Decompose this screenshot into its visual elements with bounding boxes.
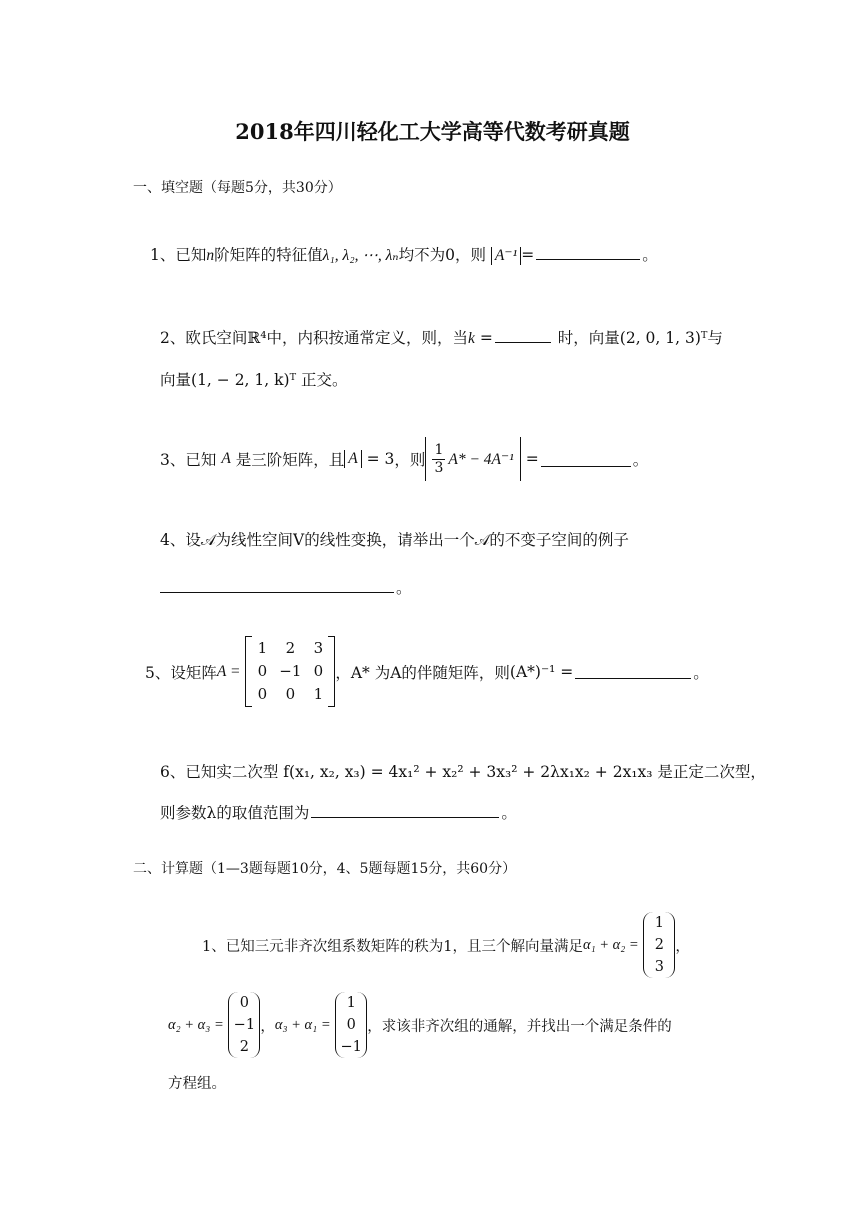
q1-eq: =: [521, 246, 535, 264]
q5-matrix-cell: 1: [313, 685, 324, 703]
q5-mid: ，A* 为A的伴随矩阵，则: [335, 663, 510, 682]
q3-mid1: 是三阶矩阵，且: [235, 451, 345, 469]
computation-1-line-2: [168, 992, 672, 1058]
q3-mid2: ，则: [394, 451, 426, 469]
q4-end: 。: [396, 579, 412, 597]
c1-line2-end: ，求该非齐次组的通解，并找出一个满足条件的: [367, 1018, 672, 1035]
q2-line1-end: 与: [707, 329, 723, 347]
q5-matrix-cell: −1: [279, 662, 302, 680]
q1-answer-blank[interactable]: [536, 245, 640, 260]
c1-line1: 1、已知三元非齐次组系数矩阵的秩为1，且三个解向量满足: [202, 938, 583, 955]
section-heading-fill-blank: 一、填空题（每题5分，共30分）: [133, 180, 342, 196]
q2-mid2: 时，向量: [557, 329, 620, 347]
q5-matrix-cell: 3: [313, 639, 324, 657]
computation-1-line-3: 方程组。: [168, 1076, 226, 1092]
vector-entry: −1: [340, 1039, 362, 1055]
question-1: [150, 243, 658, 265]
q6-answer-blank[interactable]: [311, 803, 499, 818]
q2-answer-blank[interactable]: [495, 328, 551, 343]
question-6-line-1: 6、已知实二次型 f(x₁, x₂, x₃) = 4x₁² + x₂² + 3x₃² + 2λx₁x₂ + 2x₁x₃ 是正定二次型，: [160, 763, 766, 781]
q3-frac-num: 1: [434, 441, 444, 458]
section-heading-computation: 二、计算题（1—3题每题10分，4、5题每题15分，共60分）: [133, 861, 517, 877]
q5-answer-blank[interactable]: [575, 664, 691, 679]
computation-1-line-1: [202, 912, 690, 978]
q2-k: k: [468, 330, 475, 347]
question-4-line-2: [158, 576, 412, 598]
question-5: [145, 636, 709, 707]
vector-entry: 1: [654, 915, 664, 931]
q3-answer-blank[interactable]: [541, 452, 631, 467]
q2-space: ℝ⁴: [247, 329, 267, 347]
q3-eq3: = 3: [366, 450, 395, 468]
q3-prefix: 3、已知: [160, 451, 217, 469]
q2-line2-prefix: 向量: [160, 371, 192, 389]
c1-lhs3: α₃ + α₁ =: [274, 1016, 331, 1033]
q3-det-A: A: [344, 450, 361, 468]
q5-matrix-cell: 2: [285, 639, 296, 657]
question-4-line-1: 4、设𝒜为线性空间V的线性变换，请举出一个𝒜的不变子空间的例子: [160, 531, 629, 549]
c1-comma1: ，: [675, 938, 690, 955]
q1-prefix: 1、已知: [150, 246, 207, 264]
vector-entry: 0: [239, 995, 249, 1011]
q1-end: 。: [642, 246, 658, 264]
q1-determinant: A⁻¹: [491, 247, 521, 265]
page-title: 2018年四川轻化工大学高等代数考研真题: [235, 119, 630, 144]
vector-entry: 3: [654, 959, 664, 975]
c1-vector-2: [228, 992, 260, 1058]
question-3: [160, 437, 648, 481]
q5-matrix-cell: 1: [257, 639, 268, 657]
c1-vector-3: [335, 992, 367, 1058]
q1-mid1: 阶矩阵的特征值: [214, 246, 323, 264]
q6-end: 。: [501, 804, 517, 822]
q3-A: A: [221, 450, 231, 467]
q5-end: 。: [693, 663, 709, 682]
vector-entry: 2: [239, 1039, 249, 1055]
q3-frac-den: 3: [434, 459, 444, 476]
q1-eigenvalues: λ₁, λ₂, ⋯, λₙ: [322, 247, 399, 264]
q5-matrix-cell: 0: [257, 685, 268, 703]
q1-mid2: 均不为0，则: [398, 246, 486, 264]
question-6-line-2: [160, 801, 517, 823]
vector-entry: 1: [346, 995, 356, 1011]
question-2-line-1: [160, 326, 723, 348]
q5-matrix-cell: 0: [285, 685, 296, 703]
q2-mid: 中，内积按通常定义，则，当: [266, 329, 468, 347]
c1-comma2: ，: [260, 1018, 275, 1035]
vector-entry: 2: [654, 937, 664, 953]
q2-line2-end: 正交。: [301, 371, 348, 389]
q3-expr: A* − 4A⁻¹: [448, 450, 514, 468]
q2-vector-2: (1, − 2, 1, k)ᵀ: [191, 371, 297, 389]
q2-eq: =: [479, 329, 493, 347]
q5-expr: (A*)⁻¹ =: [509, 662, 574, 681]
q3-end: 。: [632, 451, 649, 469]
q1-n: n: [206, 247, 215, 264]
q5-matrix-cell: 0: [313, 662, 324, 680]
q2-vector-1: (2, 0, 1, 3)ᵀ: [619, 329, 708, 347]
c1-lhs2: α₂ + α₃ =: [168, 1016, 224, 1033]
vector-entry: 0: [346, 1017, 356, 1033]
q3-expression-determinant: [425, 437, 520, 481]
q2-prefix: 2、欧氏空间: [160, 329, 248, 347]
q5-matrix: [245, 636, 335, 707]
question-2-line-2: [160, 368, 348, 390]
q5-matrix-cell: 0: [257, 662, 268, 680]
c1-vector-1: [643, 912, 675, 978]
q5-A-eq: A =: [216, 662, 241, 680]
q5-prefix: 5、设矩阵: [145, 663, 217, 682]
q3-eq: =: [525, 450, 539, 468]
q4-answer-blank[interactable]: [160, 578, 394, 593]
q6-line2: 则参数λ的取值范围为: [160, 804, 310, 822]
q3-fraction: [432, 442, 445, 477]
c1-lhs1: α₁ + α₂ =: [582, 936, 639, 953]
vector-entry: −1: [233, 1017, 256, 1033]
